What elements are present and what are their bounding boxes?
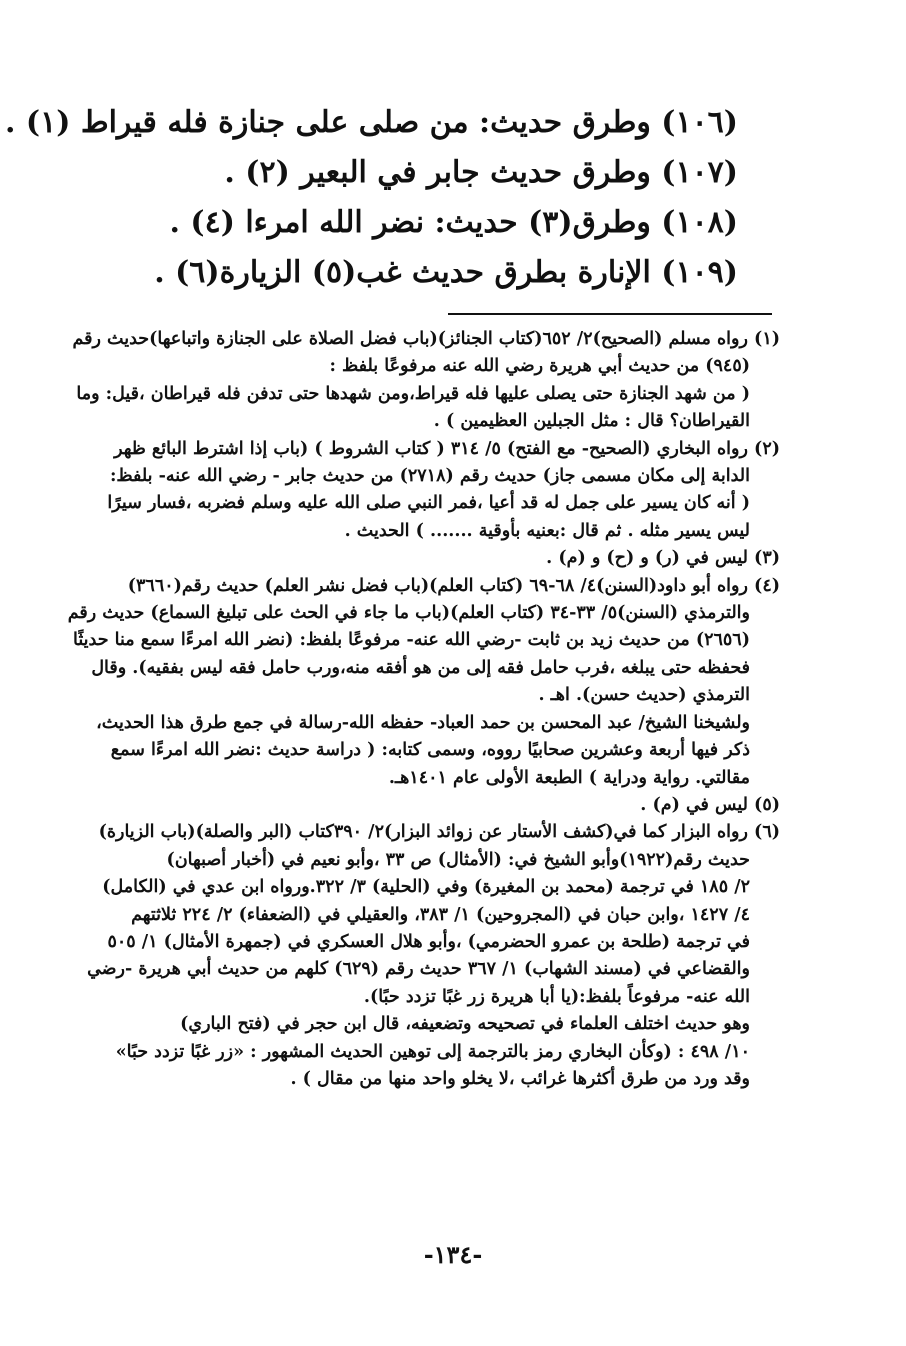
footnote-line: حديث رقم(١٩٢٢)وأبو الشيخ في: (الأمثال) ص ٣٣ ،وأبو نعيم في (أخبار أصبهان)	[166, 849, 750, 870]
footnote-line: (٦) رواه البزار كما في(كشف الأستار عن زوائد البزار)٢/ ٣٩٠كتاب (البر والصلة)(باب الزيارة)	[98, 822, 780, 843]
footnote-6	[88, 819, 780, 1093]
footnote-line: (٤) رواه أبو داود(السنن)٤/ ٦٨-٦٩ (كتاب العلم)(باب فضل نشر العلم) حديث رقم(٣٦٦٠)	[127, 575, 780, 596]
footnote-1	[72, 326, 780, 436]
footnotes	[67, 326, 780, 1093]
footnote-line: وقد ورد من طرق أكثرها غرائب ،لا يخلو واحد منها من مقال ) .	[290, 1068, 750, 1089]
heading-line: (١٠٦) وطرق حديث: من صلى على جنازة فله قيراط (١) .	[5, 105, 738, 140]
footnote-line: ٤/ ١٤٢٧ ،وابن حبان في (المجروحين) ١/ ٣٨٣، والعقيلي في (الضعفاء) ٢/ ٢٢٤ ثلاثتهم	[131, 904, 750, 925]
footnote-line: وهو حديث اختلف العلماء في تصحيحه وتضعيفه، قال ابن حجر في (فتح الباري)	[180, 1014, 750, 1035]
footnote-line: الترمذي (حديث حسن). اهـ .	[538, 685, 750, 706]
footnote-line: القيراطان؟ قال : مثل الجبلين العظيمين ) .	[433, 411, 750, 432]
footnote-3	[88, 545, 780, 572]
chapter-headings	[5, 98, 738, 298]
footnote-line: (١) رواه مسلم (الصحيح)٢/ ٦٥٢(كتاب الجنائز)(باب فضل الصلاة على الجنازة واتباعها)حديث رقم	[72, 329, 780, 349]
footnote-line: فحفظه حتى يبلغه ،فرب حامل فقه إلى من هو أفقه منه،ورب حامل فقه ليس بفقيه). وقال	[91, 657, 750, 678]
footnote-line: (٢) رواه البخاري (الصحيح- مع الفتح) ٥/ ٣١٤ ( كتاب الشروط ) (باب إذا اشترط البائع ظهر	[114, 438, 780, 459]
footnote-divider	[448, 313, 772, 315]
heading-line: (١٠٩) الإنارة بطرق حديث غب(٥) الزيارة(٦) .	[154, 255, 738, 290]
footnote-line: الدابة إلى مكان مسمى جاز) حديث رقم (٢٧١٨) من حديث جابر - رضي الله عنه- بلفظ:	[109, 466, 750, 487]
footnote-4	[67, 573, 780, 792]
footnote-2	[88, 436, 780, 546]
footnote-line: ( أنه كان يسير على جمل له قد أعيا ،فمر النبي صلى الله عليه وسلم فضربه ،فسار سيرًا	[107, 493, 750, 514]
footnote-line: (٩٤٥) من حديث أبي هريرة رضي الله عنه مرفوعًا بلفظ :	[329, 356, 750, 377]
footnote-line: الله عنه- مرفوعاً بلفظ:(يا أبا هريرة زر غبًا تزدد حبًا).	[363, 986, 750, 1007]
footnote-line: مقالتي. رواية ودراية ) الطبعة الأولى عام ١٤٠١هـ.	[388, 767, 750, 788]
footnote-line: (٢٦٥٦) من حديث زيد بن ثابت -رضي الله عنه- مرفوعًا بلفظ: (نضر الله امرءًا سمع منا حديثًا	[73, 630, 750, 651]
footnote-line: ١٠/ ٤٩٨ : (وكأن البخاري رمز بالترجمة إلى توهين الحديث المشهور : «زر غبًا تزدد حبًا»	[115, 1041, 750, 1062]
footnote-line: ذكر فيها أربعة وعشرين صحابيًا رووه، وسمى كتابه: ( دراسة حديث :نضر الله امرءًا سمع	[110, 740, 750, 761]
footnote-line: ٢/ ١٨٥ في ترجمة (محمد بن المغيرة) وفي (الحلية) ٣/ ٣٢٢.ورواه ابن عدي في (الكامل)	[102, 877, 750, 898]
footnote-line: في ترجمة (طلحة بن عمرو الحضرمي) ،وأبو هلال العسكري في (جمهرة الأمثال) ١/ ٥٠٥	[107, 931, 750, 952]
footnote-line: ( من شهد الجنازة حتى يصلى عليها فله قيراط،ومن شهدها حتى تدفن فله قيراطان ،قيل: وما	[76, 383, 750, 404]
footnote-line: (٣) ليس في (ر) و (ح) و (م) .	[546, 548, 780, 569]
heading-line: (١٠٧) وطرق حديث جابر في البعير (٢) .	[224, 155, 738, 190]
page-number: -١٣٤-	[423, 1240, 483, 1269]
footnote-line: والترمذي (السنن)٥/ ٣٣-٣٤ (كتاب العلم)(باب ما جاء في الحث على تبليغ السماع) حديث رقم	[67, 603, 750, 624]
footnote-5	[88, 792, 780, 819]
footnote-line: (٥) ليس في (م) .	[640, 794, 780, 815]
heading-line: (١٠٨) وطرق(٣) حديث: نضر الله امرءا (٤) .	[169, 205, 738, 240]
footnote-line: ولشيخنا الشيخ/ عبد المحسن بن حمد العباد- حفظه الله-رسالة في جمع طرق هذا الحديث،	[96, 712, 750, 733]
footnote-line: والقضاعي في (مسند الشهاب) ١/ ٣٦٧ حديث رقم (٦٢٩) كلهم من حديث أبي هريرة -رضي	[87, 959, 750, 980]
footnote-line: ليس يسير مثله . ثم قال :بعنيه بأوقية ....... ) الحديث .	[344, 520, 750, 541]
